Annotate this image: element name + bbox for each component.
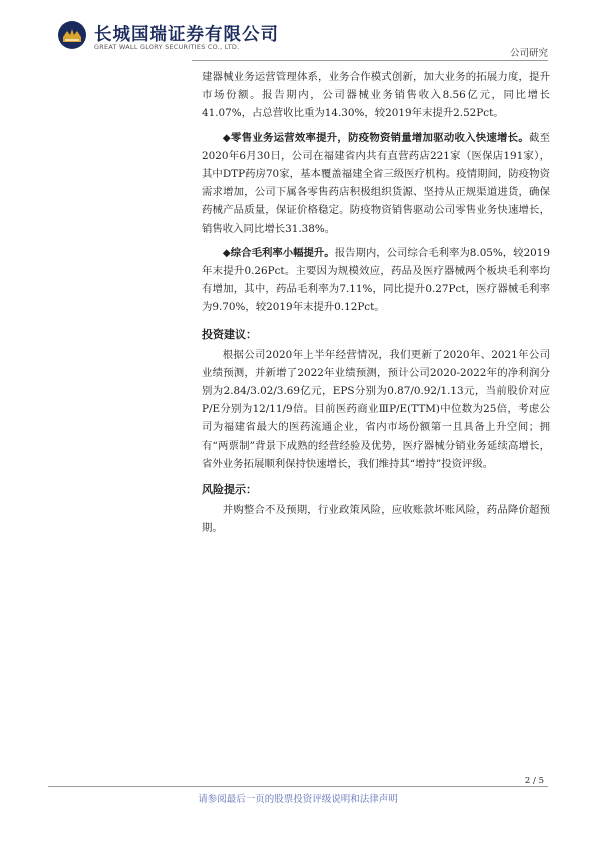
gross-margin-heading: ◆综合毛利率小幅提升。 — [222, 246, 335, 259]
footer-divider — [48, 786, 548, 787]
risk-warning-text: 并购整合不及预期，行业政策风险，应收账款坏账风险，药品降价超预期。 — [202, 504, 550, 535]
document-type-label: 公司研究 — [509, 48, 548, 59]
page-header — [0, 0, 596, 66]
gross-margin-text: 报告期内，公司综合毛利率为8.05%，较2019年末提升0.26Pct。主要因为规模效应，药品及医疗器械两个板块毛利率均有增加，其中，药品毛利率为7.11%，同比提升0.27Pct，医疗器械毛利率为9.70%，较2019年末提升0.12Pct。 — [202, 246, 551, 314]
company-name-cn: 长城国瑞证券有限公司 — [94, 25, 279, 45]
gross-margin-paragraph — [202, 244, 550, 317]
header-divider — [192, 60, 548, 61]
great-wall-glory-logo-icon — [57, 20, 87, 50]
retail-highlight-heading: ◆零售业务运营效率提升，防疫物资销量增加驱动收入快速增长。 — [222, 131, 529, 144]
company-name-en: GREAT WALL GLORY SECURITIES CO., LTD. — [94, 43, 240, 51]
retail-business-paragraph — [202, 129, 550, 238]
disclaimer-note: 请参阅最后一页的股票投资评级说明和法律声明 — [198, 794, 398, 805]
report-body — [202, 68, 550, 537]
device-business-paragraph: 建器械业务运营管理体系，业务合作模式创新，加大业务的拓展力度，提升市场份额。报告期内，公司器械业务销售收入8.56亿元，同比增长41.07%，占总营收比重为14.30%，较2019年末提升2.52Pct。 — [202, 71, 550, 120]
investment-advice-title: 投资建议： — [202, 327, 257, 341]
investment-advice-text: 根据公司2020年上半年经营情况，我们更新了2020年、2021年公司业绩预测，并新增了2022年业绩预测，预计公司2020-2022年的净利润分别为2.84/3.02/3.69亿元，EPS分别为0.87/0.92/1.13元，当前股价对应P/E分别为12/11/9倍。目前医药商业ⅢP/E(TTM)中位数为25倍，考虑公司为福建省最大的医药流通企业，省内市场份额第一且具备上升空间；拥有“两票制”背景下成熟的经营经验及优势，医疗器械分销业务延续高增长，省外业务拓展顺利保持快速增长，我们维持其“增持”投资评级。 — [202, 348, 550, 470]
page-number: 2 / 5 — [524, 776, 544, 786]
risk-warning-title: 风险提示： — [202, 483, 257, 497]
retail-highlight-text: 截至2020年6月30日，公司在福建省内共有直营药店221家（医保店191家），其中DTP药房70家，基本覆盖福建全省三级医疗机构。疫情期间，防疫物资需求增加，公司下属各零售药店积极组织货源、坚持从正规渠道进货，确保药械产品质量，保证价格稳定。防疫物资销售驱动公司零售业务快速增长，销售收入同比增长31.38%。 — [202, 131, 550, 235]
